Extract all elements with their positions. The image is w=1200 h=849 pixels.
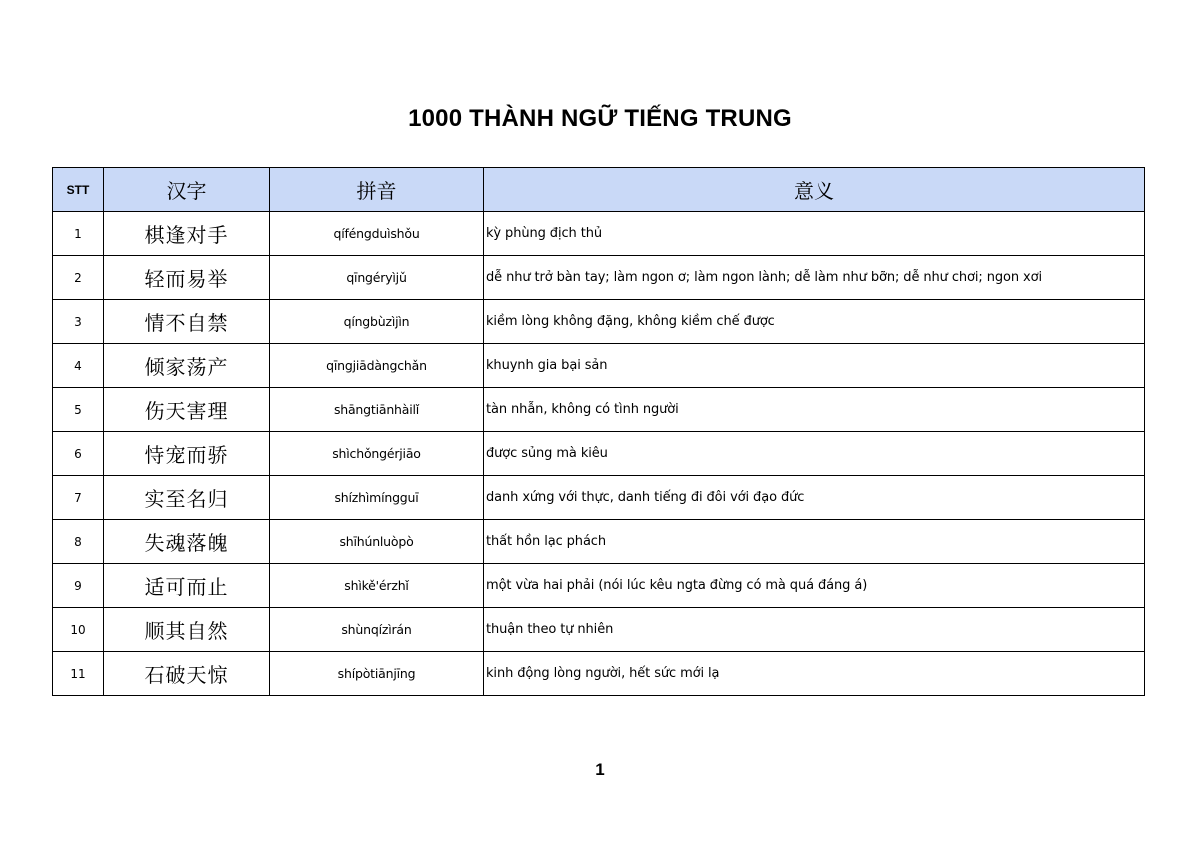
cell-stt: 2 <box>53 256 104 300</box>
cell-pinyin: shāngtiānhàilǐ <box>270 388 484 432</box>
cell-meaning: kinh động lòng người, hết sức mới lạ <box>484 652 1145 696</box>
cell-hanzi: 顺其自然 <box>104 608 270 652</box>
cell-hanzi: 实至名归 <box>104 476 270 520</box>
table-row <box>53 300 1145 344</box>
cell-stt: 7 <box>53 476 104 520</box>
cell-hanzi: 适可而止 <box>104 564 270 608</box>
cell-meaning: thuận theo tự nhiên <box>484 608 1145 652</box>
table-row <box>53 520 1145 564</box>
cell-pinyin: qīngjiādàngchǎn <box>270 344 484 388</box>
cell-pinyin: shìkě'érzhǐ <box>270 564 484 608</box>
cell-stt: 11 <box>53 652 104 696</box>
cell-stt: 4 <box>53 344 104 388</box>
cell-meaning: dễ như trở bàn tay; làm ngon ơ; làm ngon lành; dễ làm như bỡn; dễ như chơi; ngon xơi <box>484 256 1145 300</box>
cell-meaning: kiềm lòng không đặng, không kiềm chế được <box>484 300 1145 344</box>
header-hanzi: 汉字 <box>104 168 270 212</box>
document-title: 1000 THÀNH NGỮ TIẾNG TRUNG <box>408 105 792 132</box>
cell-pinyin: shīhúnluòpò <box>270 520 484 564</box>
cell-meaning: thất hồn lạc phách <box>484 520 1145 564</box>
table-header <box>53 168 1145 212</box>
cell-meaning: được sủng mà kiêu <box>484 432 1145 476</box>
cell-pinyin: qíféngduìshǒu <box>270 212 484 256</box>
cell-meaning: tàn nhẫn, không có tình người <box>484 388 1145 432</box>
cell-hanzi: 失魂落魄 <box>104 520 270 564</box>
cell-hanzi: 倾家荡产 <box>104 344 270 388</box>
cell-pinyin: shízhìmíngguī <box>270 476 484 520</box>
cell-hanzi: 情不自禁 <box>104 300 270 344</box>
table-row <box>53 388 1145 432</box>
idioms-table <box>52 167 1145 696</box>
cell-hanzi: 棋逢对手 <box>104 212 270 256</box>
cell-meaning: danh xứng với thực, danh tiếng đi đôi với đạo đức <box>484 476 1145 520</box>
cell-stt: 6 <box>53 432 104 476</box>
header-pinyin: 拼音 <box>270 168 484 212</box>
cell-hanzi: 恃宠而骄 <box>104 432 270 476</box>
table-row <box>53 432 1145 476</box>
table-row <box>53 344 1145 388</box>
table-row <box>53 476 1145 520</box>
header-row <box>53 168 1145 212</box>
cell-stt: 10 <box>53 608 104 652</box>
table-row <box>53 608 1145 652</box>
cell-pinyin: qīngéryìjǔ <box>270 256 484 300</box>
cell-pinyin: qíngbùzìjìn <box>270 300 484 344</box>
table-row <box>53 564 1145 608</box>
cell-meaning: một vừa hai phải (nói lúc kêu ngta đừng có mà quá đáng á) <box>484 564 1145 608</box>
header-stt: STT <box>53 168 104 212</box>
cell-hanzi: 石破天惊 <box>104 652 270 696</box>
cell-pinyin: shípòtiānjīng <box>270 652 484 696</box>
cell-stt: 1 <box>53 212 104 256</box>
cell-stt: 8 <box>53 520 104 564</box>
table-body <box>53 212 1145 696</box>
table-row <box>53 212 1145 256</box>
cell-meaning: khuynh gia bại sản <box>484 344 1145 388</box>
page-number: 1 <box>595 760 605 779</box>
cell-stt: 5 <box>53 388 104 432</box>
cell-pinyin: shìchǒngérjiāo <box>270 432 484 476</box>
cell-stt: 9 <box>53 564 104 608</box>
table-row <box>53 256 1145 300</box>
cell-pinyin: shùnqízìrán <box>270 608 484 652</box>
cell-hanzi: 伤天害理 <box>104 388 270 432</box>
cell-stt: 3 <box>53 300 104 344</box>
cell-hanzi: 轻而易举 <box>104 256 270 300</box>
table-row <box>53 652 1145 696</box>
header-meaning: 意义 <box>484 168 1145 212</box>
cell-meaning: kỳ phùng địch thủ <box>484 212 1145 256</box>
